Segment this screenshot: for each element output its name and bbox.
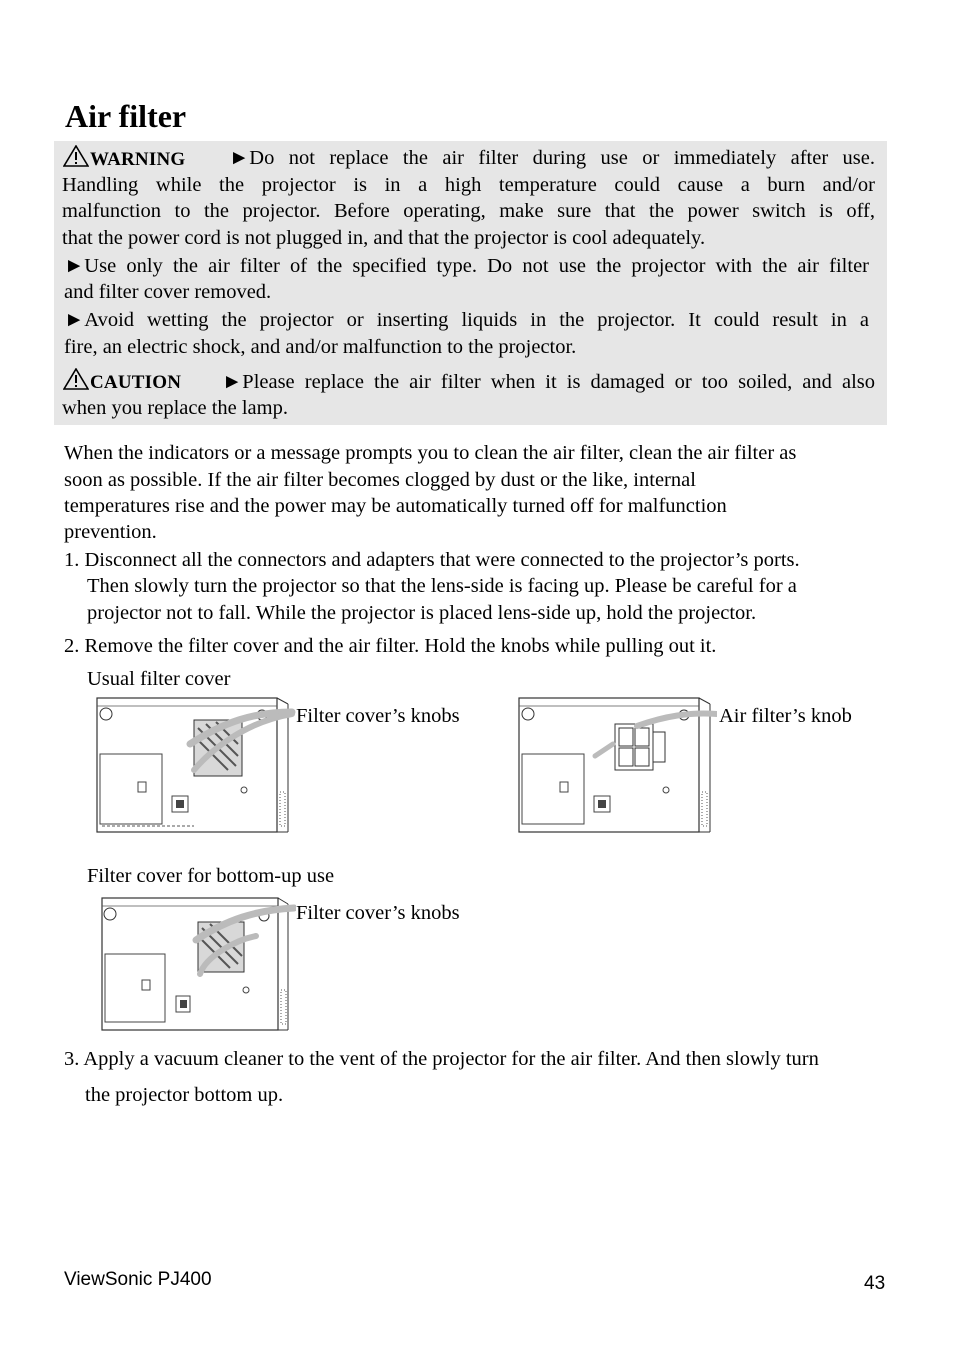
footer-product-name: ViewSonic PJ400 — [64, 1269, 212, 1290]
warning-heading — [63, 145, 185, 173]
figure-3-callout: Filter cover’s knobs — [296, 902, 460, 924]
warning-text-line: ►Use only the air filter of the specified type. Do not use the projector with the air filter — [64, 255, 869, 277]
intro-line: soon as possible. If the air filter becomes clogged by dust or the like, internal — [64, 469, 696, 491]
warning-label: WARNING — [90, 149, 186, 170]
projector-figure-bottom-up-cover — [96, 890, 296, 1036]
caution-icon — [63, 368, 89, 390]
caution-label: CAUTION — [90, 372, 182, 393]
caution-text-line: ►Please replace the air filter when it is damaged or too soiled, and also — [222, 371, 875, 393]
warning-text-line: Handling while the projector is in a high temperature could cause a burn and/or — [62, 174, 875, 196]
warning-text-line: and filter cover removed. — [64, 281, 272, 303]
projector-figure-air-filter — [515, 690, 717, 838]
intro-line: prevention. — [64, 521, 157, 543]
warning-text-line: ►Avoid wetting the projector or inserting liquids in the projector. It could result in a — [64, 309, 869, 331]
step-1-line: Then slowly turn the projector so that the lens-side is facing up. Please be careful for a — [87, 575, 797, 597]
warning-text-line: ►Do not replace the air filter during use or immediately after use. — [229, 147, 875, 169]
step-3-line: the projector bottom up. — [85, 1084, 284, 1106]
step-1-line: 1. Disconnect all the connectors and adapters that were connected to the projector’s ports. — [64, 549, 800, 571]
step-3-line: 3. Apply a vacuum cleaner to the vent of the projector for the air filter. And then slowly turn — [64, 1048, 819, 1070]
warning-text-line: fire, an electric shock, and and/or malfunction to the projector. — [64, 336, 577, 358]
page-title: Air filter — [65, 98, 187, 134]
figure-1-callout: Filter cover’s knobs — [296, 705, 460, 727]
warning-text-line: malfunction to the projector. Before operating, make sure that the power switch is off, — [62, 200, 875, 222]
intro-line: When the indicators or a message prompts you to clean the air filter, clean the air filter as — [64, 442, 797, 464]
intro-line: temperatures rise and the power may be automatically turned off for malfunction — [64, 495, 727, 517]
page-number: 43 — [864, 1273, 886, 1294]
figure-2-callout: Air filter’s knob — [719, 705, 852, 727]
step-2-line: 2. Remove the filter cover and the air filter. Hold the knobs while pulling out it. — [64, 635, 717, 657]
warning-text-line: that the power cord is not plugged in, and that the projector is cool adequately. — [62, 227, 706, 249]
step-1-line: projector not to fall. While the projector is placed lens-side up, hold the projector. — [87, 602, 757, 624]
caution-heading — [63, 368, 181, 396]
warning-icon — [63, 145, 89, 167]
usual-filter-caption: Usual filter cover — [87, 668, 231, 690]
caution-text-line: when you replace the lamp. — [62, 397, 288, 419]
bottom-up-caption: Filter cover for bottom-up use — [87, 865, 335, 887]
projector-figure-usual-cover — [94, 692, 296, 838]
